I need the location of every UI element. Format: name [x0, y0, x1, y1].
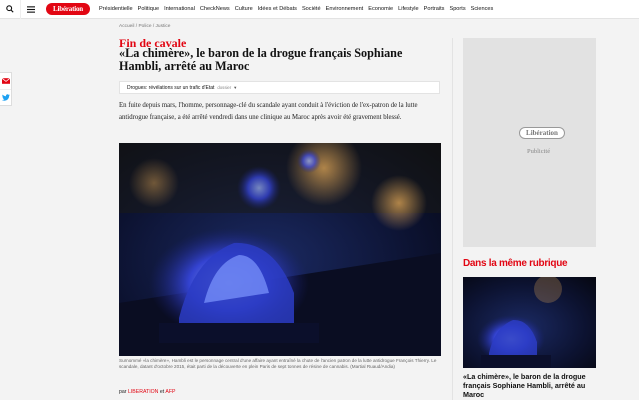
byline [119, 389, 175, 395]
related-article-title[interactable]: «La chimère», le baron de la drogue français Sophiane Hambli, arrêté au Maroc [463, 372, 586, 399]
nav-item-soci-t-[interactable]: Société [301, 6, 321, 12]
dossier-label: Drogues: révélations sur un trafic d'Etat [127, 84, 215, 91]
byline-joiner: et [159, 389, 165, 395]
nav-item-lifestyle[interactable]: Lifestyle [398, 6, 419, 12]
dossier-dropdown[interactable] [119, 81, 440, 94]
search-icon [6, 5, 14, 13]
nav-item-pr-sidentielle[interactable]: Présidentielle [99, 6, 133, 12]
rubrique-title: Dans la même rubrique [463, 258, 568, 269]
chevron-down-icon: ▼ [233, 85, 238, 90]
nav-item-portraits[interactable]: Portraits [423, 6, 445, 12]
nav-item-culture[interactable]: Culture [234, 6, 253, 12]
ad-label: Publicité [527, 148, 551, 155]
article-kicker: Fin de cavale [119, 36, 187, 50]
author-link-afp[interactable]: AFP [165, 389, 176, 395]
nav-item-checknews[interactable]: CheckNews [199, 6, 230, 12]
photo-caption: Surnommé «la chimère», Hambli est le personnage central d'une affaire ayant entraîné la chute de l'ancien patron de la lutte antidrogue François Thierry. Le scandale, datant d'octobre 2015, était parti de la découverte en plein Paris de sept tonnes de résine de cannabis. (Martial Ruaud/Andia) [119, 358, 437, 369]
dossier-tag: dossier [217, 85, 232, 90]
breadcrumb[interactable]: Accueil / Police / Justice [119, 24, 171, 29]
article-photo [119, 143, 441, 356]
hamburger-icon [27, 6, 35, 13]
nav-item-international[interactable]: International [164, 6, 195, 12]
byline-prefix: par [119, 389, 127, 395]
top-nav [0, 0, 639, 19]
article-headline: «La chimère», le baron de la drogue français Sophiane Hambli, arrêté au Maroc [119, 46, 403, 73]
article-lede: En fuite depuis mars, l'homme, personnage-clé du scandale ayant conduit à l'éviction de l'ex-patron de la lutte antidrogue française, a été arrêté vendredi dans une clinique au Maroc après avoir été gravement blessé. [119, 102, 418, 121]
ad-placeholder[interactable] [463, 38, 596, 247]
twitter-icon [2, 94, 10, 101]
site-logo[interactable]: Libération [46, 3, 90, 15]
section-menu [99, 6, 493, 12]
share-twitter-button[interactable] [0, 89, 11, 105]
column-divider [452, 38, 453, 400]
nav-item-sports[interactable]: Sports [449, 6, 466, 12]
nav-item-id-es-et-d-bats[interactable]: Idées et Débats [257, 6, 297, 12]
search-button[interactable] [0, 0, 20, 19]
email-icon [2, 78, 10, 84]
related-article-thumbnail[interactable] [463, 277, 596, 368]
nav-item-sciences[interactable]: Sciences [470, 6, 494, 12]
menu-button[interactable] [20, 0, 40, 19]
author-link-liberation[interactable]: LIBERATION [127, 389, 159, 395]
share-bar [0, 72, 12, 106]
nav-item-environnement[interactable]: Environnement [325, 6, 364, 12]
share-email-button[interactable] [0, 73, 11, 89]
nav-item-politique[interactable]: Politique [137, 6, 160, 12]
ad-logo: Libération [519, 127, 565, 139]
nav-item-economie[interactable]: Economie [368, 6, 394, 12]
